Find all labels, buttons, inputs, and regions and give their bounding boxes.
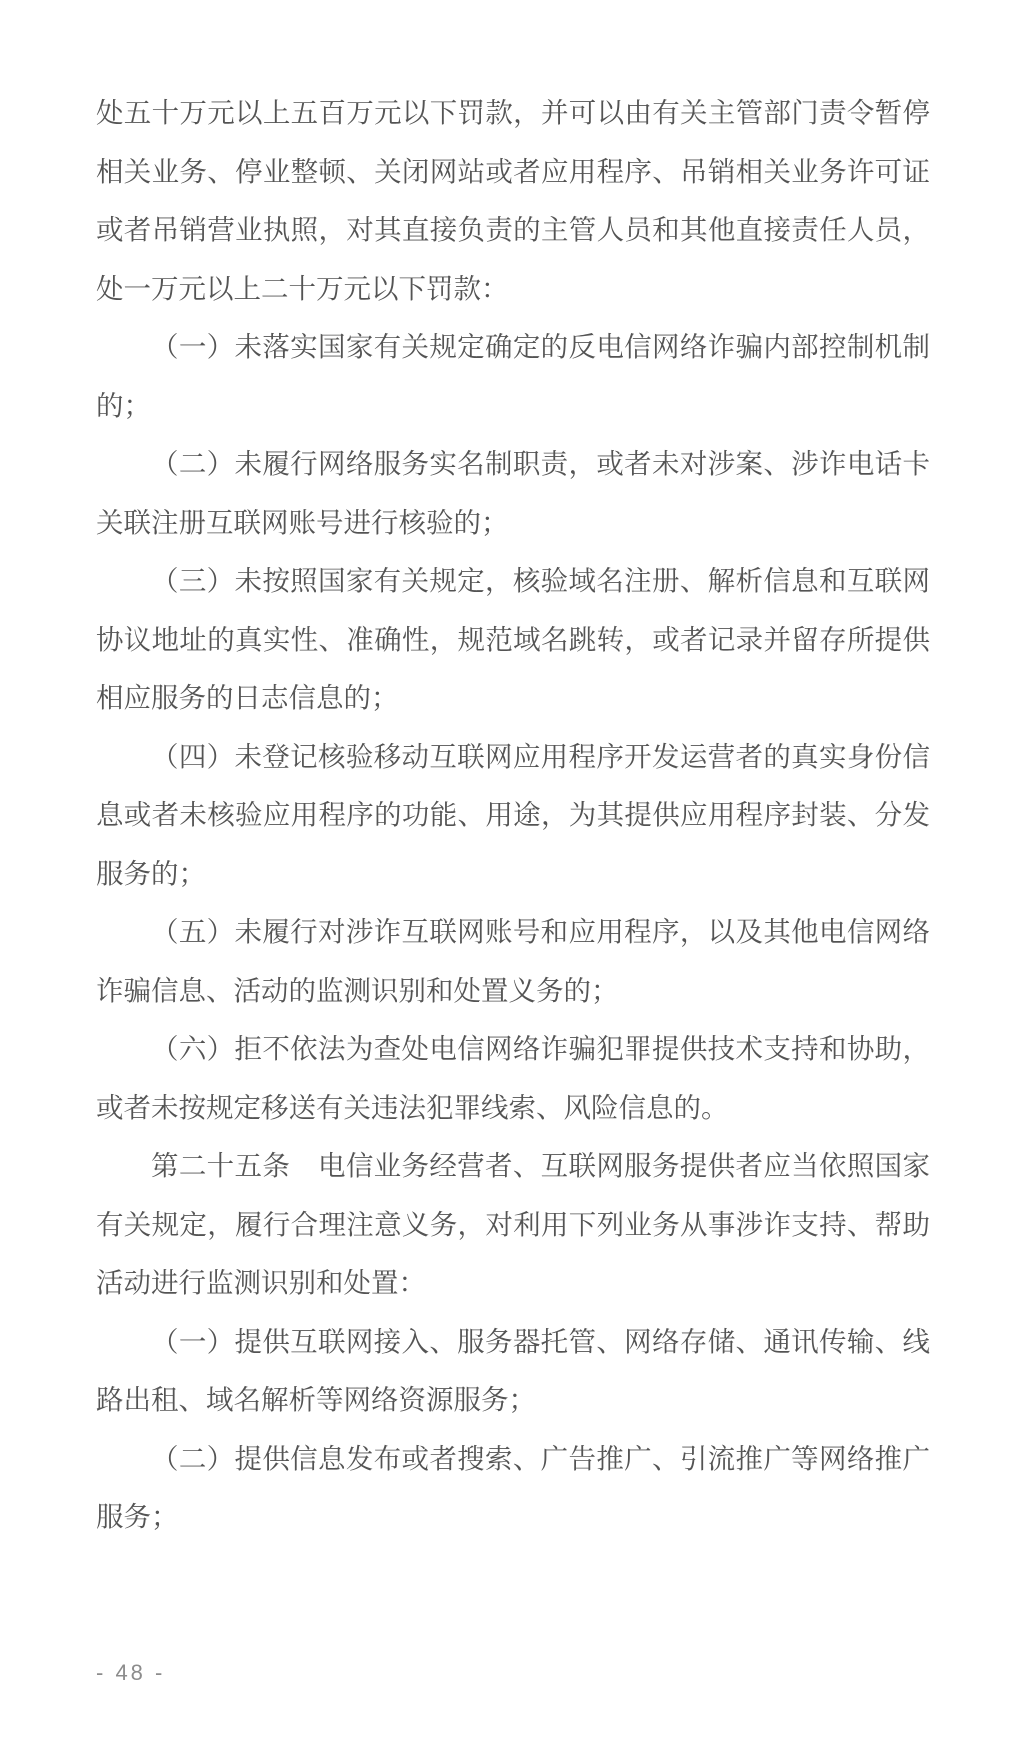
paragraph: （三）未按照国家有关规定，核验域名注册、解析信息和互联网协议地址的真实性、准确性，规范域名跳转，或者记录并留存所提供相应服务的日志信息的； xyxy=(96,565,930,713)
paragraph: （一）未落实国家有关规定确定的反电信网络诈骗内部控制机制的； xyxy=(96,331,930,421)
paragraph: （二）提供信息发布或者搜索、广告推广、引流推广等网络推广服务； xyxy=(96,1442,930,1532)
paragraph: （六）拒不依法为查处电信网络诈骗犯罪提供技术支持和协助，或者未按规定移送有关违法犯罪线索、风险信息的。 xyxy=(96,1033,930,1123)
paragraph: 处五十万元以上五百万元以下罚款，并可以由有关主管部门责令暂停相关业务、停业整顿、关闭网站或者应用程序、吊销相关业务许可证或者吊销营业执照，对其直接负责的主管人员和其他直接责任人员，处一万元以上二十万元以下罚款： xyxy=(96,97,930,304)
paragraph: 第二十五条 电信业务经营者、互联网服务提供者应当依照国家有关规定，履行合理注意义务，对利用下列业务从事涉诈支持、帮助活动进行监测识别和处置： xyxy=(96,1150,930,1298)
page-footer xyxy=(96,1658,165,1688)
paragraph: （二）未履行网络服务实名制职责，或者未对涉案、涉诈电话卡关联注册互联网账号进行核验的； xyxy=(96,448,930,538)
paragraph: （五）未履行对涉诈互联网账号和应用程序，以及其他电信网络诈骗信息、活动的监测识别和处置义务的； xyxy=(96,916,930,1006)
paragraph: （一）提供互联网接入、服务器托管、网络存储、通讯传输、线路出租、域名解析等网络资源服务； xyxy=(96,1325,930,1415)
paragraph: （四）未登记核验移动互联网应用程序开发运营者的真实身份信息或者未核验应用程序的功能、用途，为其提供应用程序封装、分发服务的； xyxy=(96,740,930,889)
document-body xyxy=(96,84,930,1547)
page-number: - 48 - xyxy=(96,1660,166,1685)
